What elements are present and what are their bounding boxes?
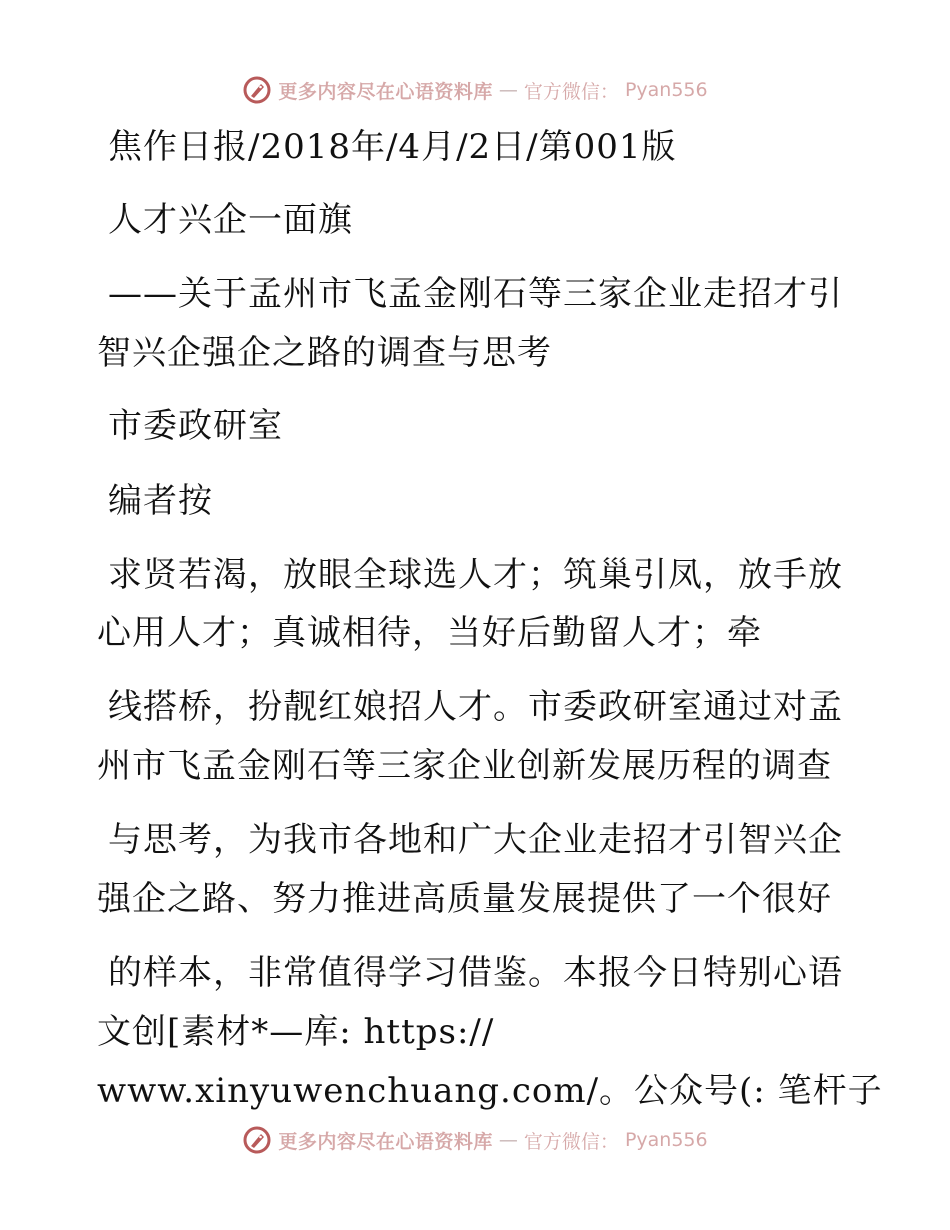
- banner-wechat-label: 官方微信：: [523, 80, 619, 103]
- banner-separator: —: [498, 1129, 518, 1151]
- body-text-line: 求贤若渴，放眼全球选人才；筑巢引凤，放手放: [108, 555, 843, 595]
- article-title: 人才兴企一面旗: [108, 200, 353, 240]
- header-watermark-banner: [0, 70, 950, 110]
- body-text-line: www.xinyuwenchuang.com/。公众号(: 笔杆子: [97, 1071, 883, 1111]
- body-text-line: 心用人才；真诚相待，当好后勤留人才；牵: [97, 613, 762, 653]
- banner-wechat-label: 官方微信：: [523, 1130, 619, 1153]
- pen-nib-circle-icon: [242, 75, 272, 105]
- body-text-line: 强企之路、努力推进高质量发展提供了一个很好: [97, 879, 832, 919]
- article-subtitle-line-2: 智兴企强企之路的调查与思考: [97, 333, 552, 373]
- body-text-line: 的样本，非常值得学习借鉴。本报今日特别心语: [108, 953, 843, 993]
- editor-note-heading: 编者按: [108, 481, 213, 521]
- banner-separator: —: [498, 79, 518, 101]
- banner-brand-text: 更多内容尽在心语资料库: [278, 1130, 493, 1153]
- body-text-line: 线搭桥，扮靓红娘招人才。市委政研室通过对孟: [108, 687, 843, 727]
- banner-wechat-id: Pyan556: [624, 1129, 708, 1151]
- article-subtitle-line-1: ——关于孟州市飞孟金刚石等三家企业走招才引: [108, 274, 843, 314]
- body-text-line: 州市飞孟金刚石等三家企业创新发展历程的调查: [97, 746, 832, 786]
- article-author: 市委政研室: [108, 406, 283, 446]
- pen-nib-circle-icon: [242, 1125, 272, 1155]
- banner-wechat-id: Pyan556: [624, 79, 708, 101]
- body-text-line: 文创[素材*—库: https://: [97, 1012, 495, 1052]
- publication-source-line: 焦作日报/2018年/4月/2日/第001版: [108, 127, 677, 167]
- body-text-line: 与思考，为我市各地和广大企业走招才引智兴企: [108, 820, 843, 860]
- banner-brand-text: 更多内容尽在心语资料库: [278, 80, 493, 103]
- footer-watermark-banner: [0, 1120, 950, 1160]
